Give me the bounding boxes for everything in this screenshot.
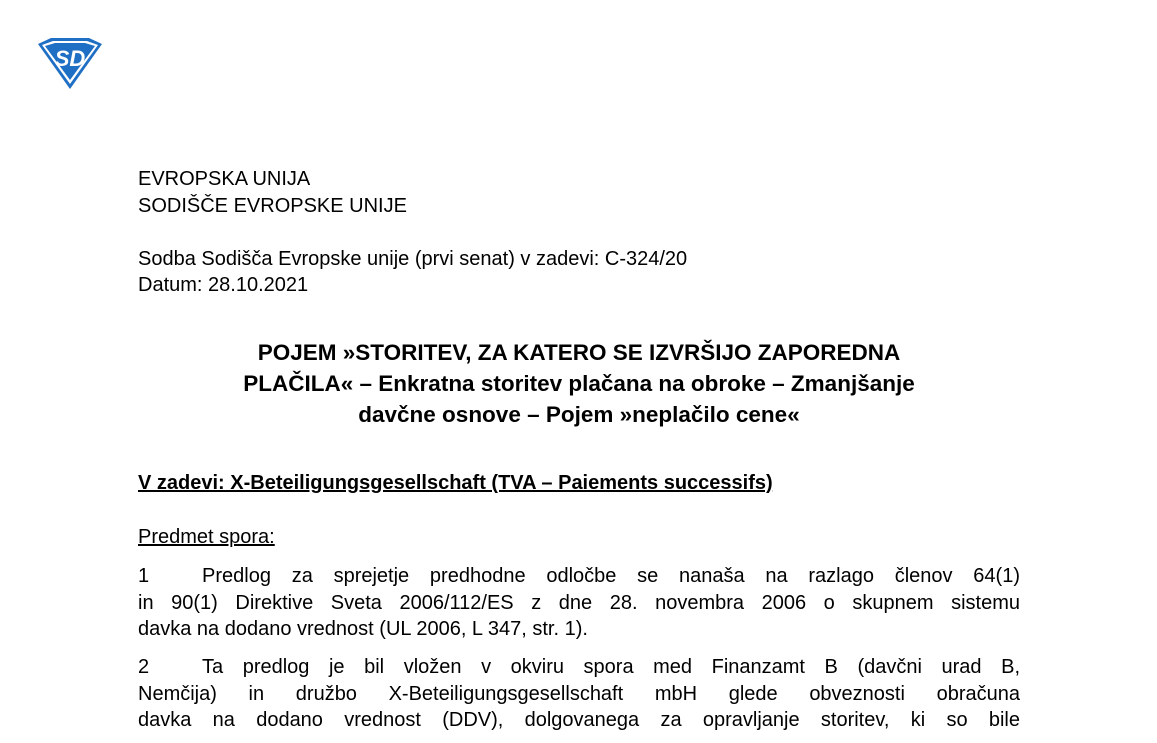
court-logo	[34, 36, 106, 92]
case-heading: V zadevi: X-Beteiligungsgesellschaft (TVA – Paiements successifs)	[138, 472, 773, 494]
subject-heading: Predmet spora:	[138, 526, 275, 548]
judgment-reference: Sodba Sodišča Evropske unije (prvi senat) v zadevi: C-324/20	[138, 248, 688, 270]
paragraph-2	[138, 654, 1020, 734]
title-line-2: PLAČILA« – Enkratna storitev plačana na obroke – Zmanjšanje	[243, 371, 915, 396]
paragraph-text: Ta predlog je bil vložen v okviru spora med Finanzamt B (davčni urad B,	[202, 656, 1020, 678]
title-line-3: davčne osnove – Pojem »neplačilo cene«	[358, 402, 800, 427]
court-shield-logo-icon	[34, 36, 106, 92]
paragraph-number: 1	[138, 565, 150, 587]
paragraph-number: 2	[138, 656, 150, 678]
paragraph-line: Nemčija) in družbo X-Beteiligungsgesellschaft mbH glede obveznosti obračuna	[138, 682, 1020, 705]
logo-text: SD	[54, 46, 86, 71]
institution-line-2: SODIŠČE EVROPSKE UNIJE	[138, 195, 407, 217]
paragraph-text: Predlog za sprejetje predhodne odločbe se nanaša na razlago členov 64(1)	[202, 565, 1020, 587]
judgment-date: Datum: 28.10.2021	[138, 274, 309, 296]
title-line-1: POJEM »STORITEV, ZA KATERO SE IZVRŠIJO ZAPOREDNA	[257, 340, 901, 365]
paragraph-line: in 90(1) Direktive Sveta 2006/112/ES z dne 28. novembra 2006 o skupnem sistemu	[138, 591, 1020, 614]
institution-line-1: EVROPSKA UNIJA	[138, 168, 311, 190]
paragraph-line	[138, 654, 1020, 681]
paragraph-line	[138, 563, 1020, 590]
paragraph-line: davka na dodano vrednost (DDV), dolgovanega za opravljanje storitev, ki so bile	[138, 709, 1020, 731]
paragraph-line: davka na dodano vrednost (UL 2006, L 347, str. 1).	[138, 618, 588, 640]
paragraph-1	[138, 563, 1020, 643]
